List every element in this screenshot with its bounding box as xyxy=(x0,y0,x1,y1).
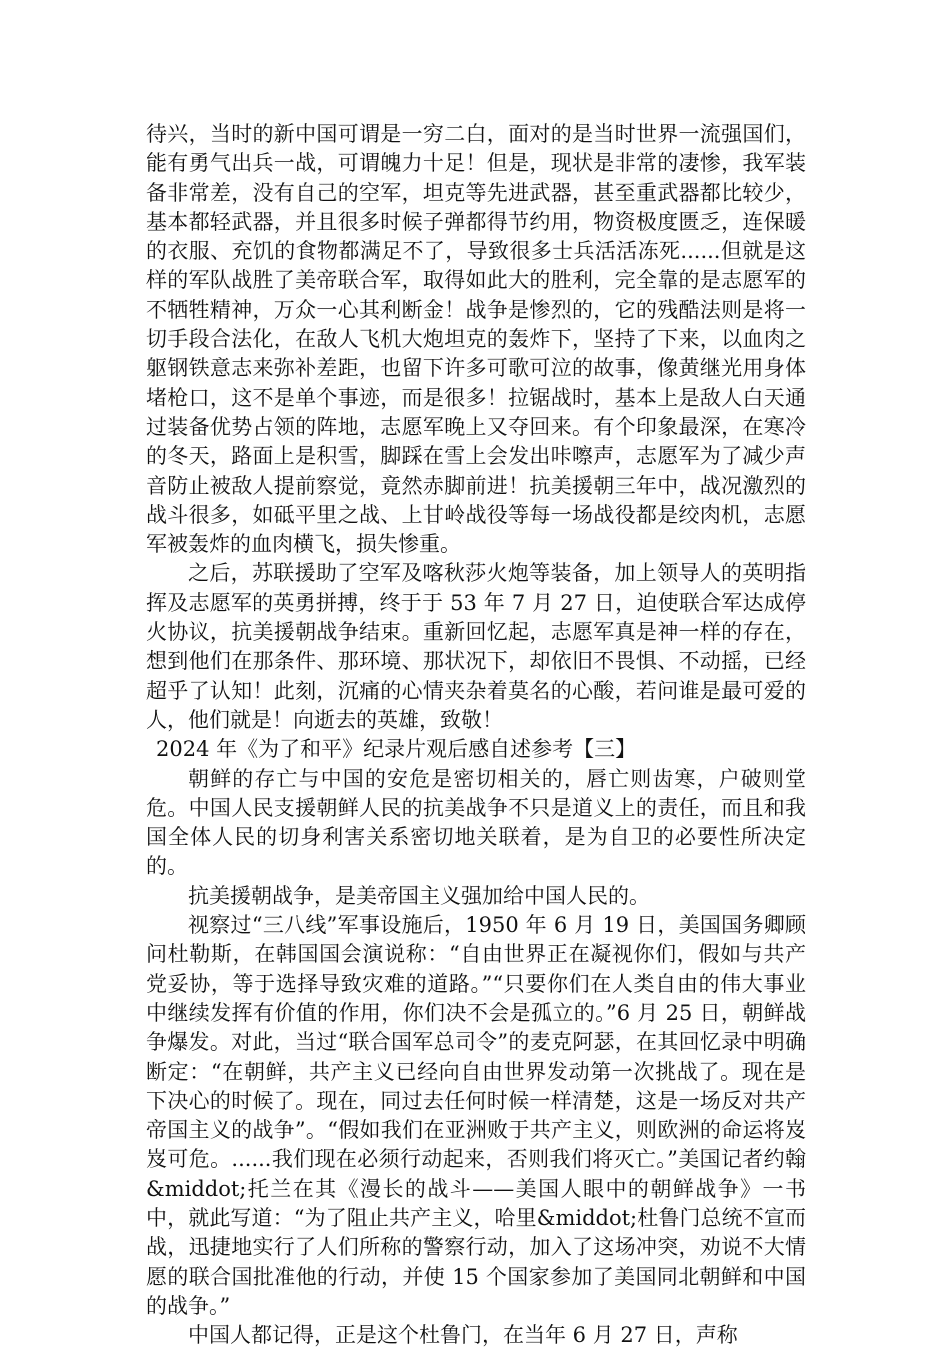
body-paragraph-1: 待兴，当时的新中国可谓是一穷二白，面对的是当时世界一流强国们，能有勇气出兵一战，可谓魄力十足！但是，现状是非常的凄惨，我军装备非常差，没有自己的空军，坦克等先进武器，甚至重武器都比较少，基本都轻武器，并且很多时候子弹都得节约用，物资极度匮乏，连保暖的衣服、充饥的食物都满足不了，导致很多士兵活活冻死......但就是这样的军队战胜了美帝联合军，取得如此大的胜利，完全靠的是志愿军的不牺牲精神，万众一心其利断金！战争是惨烈的，它的残酷法则是将一切手段合法化，在敌人飞机大炮坦克的轰炸下，坚持了下来，以血肉之躯钢铁意志来弥补差距，也留下许多可歌可泣的故事，像黄继光用身体堵枪口，这不是单个事迹，而是很多！拉锯战时，基本上是敌人白天通过装备优势占领的阵地，志愿军晚上又夺回来。有个印象最深，在寒冷的冬天，路面上是积雪，脚踩在雪上会发出咔嚓声，志愿军为了减少声音防止被敌人提前察觉，竟然赤脚前进！抗美援朝三年中，战况激烈的战斗很多，如砥平里之战、上甘岭战役等每一场战役都是绞肉机，志愿军被轰炸的血肉横飞，损失惨重。 xyxy=(146,122,806,557)
body-paragraph-3: 朝鲜的存亡与中国的安危是密切相关的，唇亡则齿寒，户破则堂危。中国人民支援朝鲜人民的抗美战争不只是道义上的责任，而且和我国全体人民的切身利害关系密切地关联着，是为自卫的必要性所决定的。 xyxy=(146,766,806,879)
body-paragraph-2: 之后，苏联援助了空军及喀秋莎火炮等装备，加上领导人的英明指挥及志愿军的英勇拼搏，终于于 53 年 7 月 27 日，迫使联合军达成停火协议，抗美援朝战争结束。重新回忆起，志愿军真是神一样的存在，想到他们在那条件、那环境、那状况下，却依旧不畏惧、不动摇，已经超乎了认知！此刻，沉痛的心情夹杂着莫名的心酸，若问谁是最可爱的人，他们就是！向逝去的英雄，致敬！ xyxy=(146,561,806,732)
body-paragraph-5: 视察过“三八线”军事设施后，1950 年 6 月 19 日，美国国务卿顾问杜勒斯，在韩国国会演说称：“自由世界正在凝视你们，假如与共产党妥协，等于选择导致灾难的道路。”“只要你们在人类自由的伟大事业中继续发挥有价值的作用，你们决不会是孤立的。”6 月 25 日，朝鲜战争爆发。对此，当过“联合国军总司令”的麦克阿瑟，在其回忆录中明确断定：“在朝鲜，共产主义已经向自由世界发动第一次挑战了。现在是下决心的时候了。现在，同过去任何时候一样清楚，这是一场反对共产帝国主义的战争”。“假如我们在亚洲败于共产主义，则欧洲的命运将岌岌可危。......我们现在必须行动起来，否则我们将灭亡。”美国记者约翰&middot;托兰在其《漫长的战斗——美国人眼中的朝鲜战争》一书中，就此写道：“为了阻止共产主义，哈里&middot;杜鲁门总统不宣而战，迅捷地实行了人们所称的警察行动，加入了这场冲突，劝说不大情愿的联合国批准他的行动，并使 15 个国家参加了美国同北朝鲜和中国的战争。” xyxy=(146,913,806,1318)
body-paragraph-4: 抗美援朝战争，是美帝国主义强加给中国人民的。 xyxy=(188,883,650,908)
body-paragraph-6: 中国人都记得，正是这个杜鲁门，在当年 6 月 27 日，声称 xyxy=(188,1323,738,1348)
section-heading: 2024 年《为了和平》纪录片观后感自述参考【三】 xyxy=(156,737,637,762)
document-page xyxy=(146,120,806,1350)
